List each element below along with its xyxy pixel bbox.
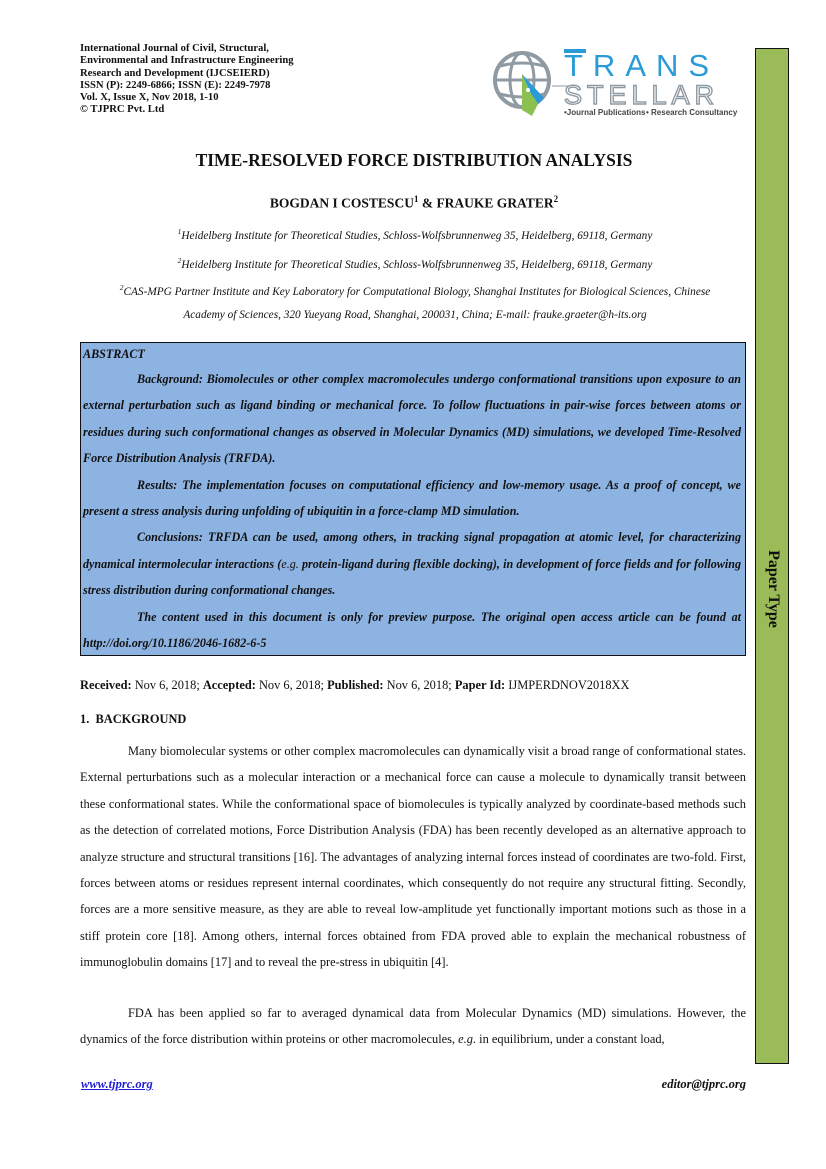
section-title: BACKGROUND [95, 712, 187, 726]
affiliation [70, 227, 760, 242]
published-label: Published: [327, 678, 384, 692]
affiliation [70, 309, 760, 321]
paper-title: TIME-RESOLVED FORCE DISTRIBUTION ANALYSIS [195, 150, 633, 170]
author-name: FRAUKE GRATER [436, 195, 554, 211]
affiliation [70, 256, 760, 271]
publication-dates [80, 678, 750, 693]
abstract-background: Background: Biomolecules or other complex macromolecules undergo conformational transitions upon exposure to an external perturbation such as ligand binding or mechanical force. To follow fluctuations in pair-wise forces between atoms or residues during such conformational changes as observed in Molecular Dynamics (MD) simulations, we developed Time-Resolved Force Distribution Analysis (TRFDA). [83, 372, 741, 466]
paragraph-text-part: in equilibrium, under a constant load, [476, 1032, 665, 1047]
abstract-conclusions [83, 524, 741, 603]
paragraph-text [80, 1000, 746, 1053]
affiliation-text: Heidelberg Institute for Theoretical Studies, Schloss-Wolfsbrunnenweg 35, Heidelberg, 69118, Germany [181, 229, 653, 242]
paper-id: IJMPERDNOV2018XX [505, 678, 630, 692]
transstellar-logo [492, 46, 742, 120]
received-label: Received: [80, 678, 132, 692]
paper-id-label: Paper Id: [454, 678, 506, 692]
logo-word-top: TRANS [564, 48, 720, 83]
section-number: 1. [80, 712, 90, 726]
abstract-box [80, 342, 746, 656]
paragraph-text-part: FDA has been applied so far to averaged dynamical data from Molecular Dynamics (MD) simulations. However, the dynamics of the force distribution within proteins or other macromolecules, [80, 1006, 746, 1047]
journal-info-line: © TJPRC Pvt. Ltd [80, 104, 165, 116]
paragraph-text: Many biomolecular systems or other complex macromolecules can dynamically visit a broad range of conformational states. External perturbations such as a molecular interaction or a mechanical force can cause a molecule to dynamically transit between these conformational states. While the conformational space of biomolecules is typically analyzed by coordinate-based methods such as the detection of correlated motions, Force Distribution Analysis (FDA) has been recently developed as an alternative approach to analyze structure and structural transitions [16]. The advantages of analyzing internal forces instead of coordinates are two-fold. First, forces between atoms or residues represent internal coordinates, which consequently do not require any structural fitting. Secondly, forces are a more sensitive measure, as they are able to reveal low-amplitude yet functionally important motions such as those in a stiff protein core [18]. Among others, internal forces obtained from FDA proved able to explain the mechanical robustness of immunoglobulin domains [17] and to reveal the pre-stress in ubiquitin [4]. [80, 744, 746, 970]
affiliation-text: Academy of Sciences, 320 Yueyang Road, Shanghai, 200031, China; E-mail: frauke.graeter@h-its.org [183, 309, 647, 321]
logo-tagline-left: •Journal Publications [564, 108, 646, 117]
conclusions-text: Conclusions: TRFDA can be used, among others, in tracking signal propagation at atomic level, for characterizing dynamical intermolecular interactions ( [83, 530, 741, 571]
author-sup: 2 [553, 194, 559, 204]
affiliation-sup: 1 [177, 227, 182, 236]
journal-info [80, 43, 380, 117]
logo-word-bottom: STELLAR [564, 80, 720, 110]
journal-info-line: ISSN (P): 2249-6866; ISSN (E): 2249-7978 [80, 79, 271, 91]
journal-info-line: International Journal of Civil, Structural, [80, 43, 269, 54]
journal-info-line: Research and Development (IJCSEIERD) [80, 67, 270, 79]
authors [80, 194, 748, 212]
conclusions-eg: e.g. [281, 556, 299, 571]
accepted-label: Accepted: [202, 678, 256, 692]
body-paragraph [80, 1000, 746, 1053]
affiliation-text: CAS-MPG Partner Institute and Key Laboratory for Computational Biology, Shanghai Institutes for Biological Sciences, Chinese [123, 285, 711, 298]
journal-info-line: Vol. X, Issue X, Nov 2018, 1-10 [80, 92, 219, 104]
logo-tagline-right: • Research Consultancy [646, 108, 738, 117]
paragraph-eg: e.g. [458, 1032, 477, 1047]
abstract-results: Results: The implementation focuses on computational efficiency and low-memory usage. As a proof of concept, we present a stress analysis during unfolding of ubiquitin in a force-clamp MD simulation. [83, 477, 741, 519]
paper-type-sidebar [755, 48, 789, 1064]
affiliation-sup: 2 [119, 283, 124, 292]
globe-pen-icon [495, 53, 568, 116]
affiliation-sup: 2 [177, 256, 182, 265]
accepted-date: Nov 6, 2018; [255, 678, 328, 692]
section-heading [80, 712, 186, 727]
author-name: BOGDAN I COSTESCU [269, 195, 414, 211]
abstract-notice: The content used in this document is only for preview purpose. The original open access article can be found at http://doi.org/10.1186/2046-1682-6-5 [83, 609, 741, 651]
editor-email: editor@tjprc.org [661, 1077, 746, 1091]
affiliation-text: Heidelberg Institute for Theoretical Studies, Schloss-Wolfsbrunnenweg 35, Heidelberg, 69118, Germany [181, 258, 653, 271]
author-sup: 1 [413, 194, 419, 204]
author-separator: & [418, 195, 437, 211]
published-date: Nov 6, 2018; [383, 678, 455, 692]
affiliation [70, 283, 760, 298]
website-link[interactable]: www.tjprc.org [81, 1077, 153, 1091]
received-date: Nov 6, 2018; [131, 678, 203, 692]
journal-info-line: Environmental and Infrastructure Engineering [80, 55, 294, 67]
paper-type-label: Paper Type [765, 550, 782, 628]
body-paragraph [80, 738, 746, 976]
conclusions-text: protein-ligand during flexible docking), in development of force fields and for following stress distribution during conformational changes. [83, 556, 741, 598]
abstract-heading: ABSTRACT [83, 347, 145, 361]
